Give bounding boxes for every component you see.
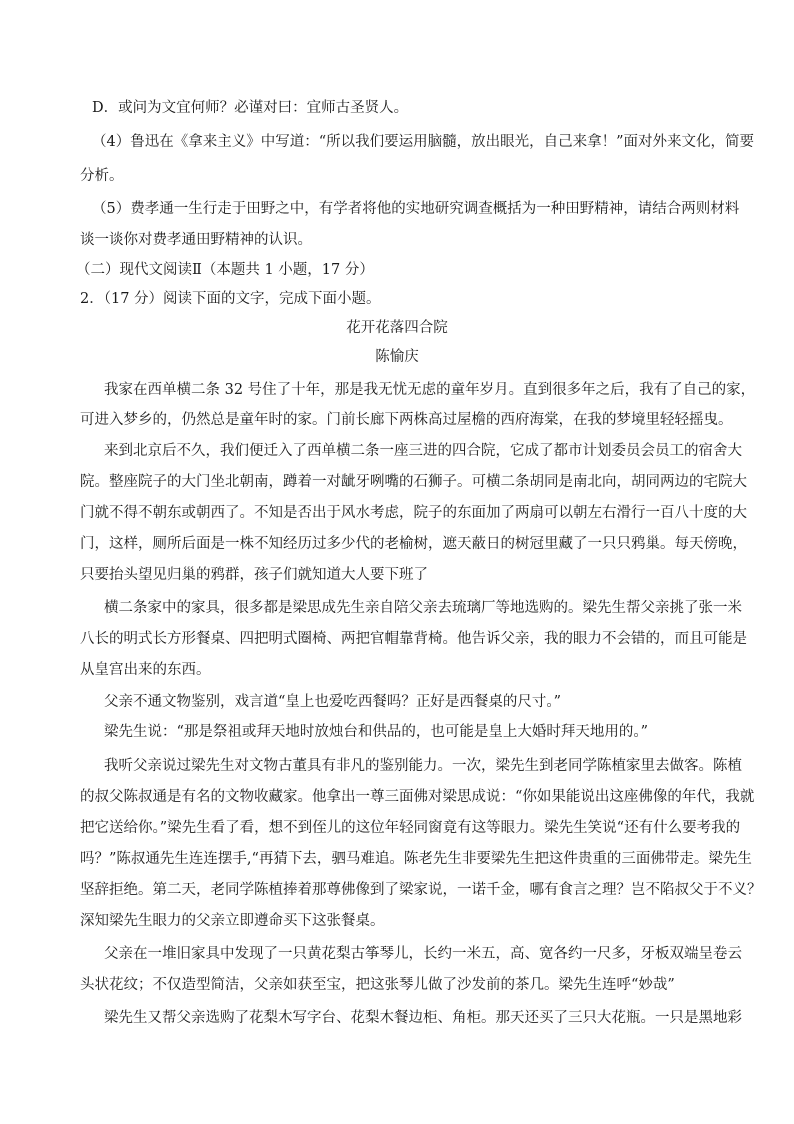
paragraph-3-line-2: 八长的明式长方形餐桌、四把明式圈椅、两把官帽靠背椅。他告诉父亲，我的眼力不会错的，而且可能是 <box>80 631 747 647</box>
paragraph-7-line-2: 头状花纹；不仅造型简洁，父亲如获至宝，把这张琴儿做了沙发前的茶几。梁先生连呼“妙哉” <box>80 977 675 993</box>
paragraph-6-line-1: 我听父亲说过梁先生对文物古董具有非凡的鉴别能力。一次，梁先生到老同学陈植家里去做客。陈植 <box>104 758 742 774</box>
paragraph-6-line-5: 坚辞拒绝。第二天，老同学陈植捧着那尊佛像到了梁家说，一诺千金，哪有食言之理？岂不陷叔父于不义？ <box>80 882 762 898</box>
paragraph-6-line-6: 深知梁先生眼力的父亲立即遵命买下这张餐桌。 <box>80 913 385 929</box>
paragraph-2-line-2: 院。整座院子的大门坐北朝南，蹲着一对龇牙咧嘴的石狮子。可横二条胡同是南北向，胡同两边的宅院大 <box>80 474 747 490</box>
question-2-prompt: 2．（17 分）阅读下面的文字，完成下面小题。 <box>80 291 381 307</box>
paragraph-2-line-1: 来到北京后不久，我们便迁入了西单横二条一座三进的四合院，它成了都市计划委员会员工的宿舍大 <box>104 443 742 459</box>
paragraph-3-line-3: 从皇宫出来的东西。 <box>80 662 211 678</box>
q5-line-1: （5）费孝通一生行走于田野之中，有学者将他的实地研究调查概括为一种田野精神，请结合两则材料 <box>92 201 740 217</box>
q5-line-2: 谈一谈你对费孝通田野精神的认识。 <box>80 232 312 248</box>
paragraph-6-line-2: 的叔父陈叔通是有名的文物收藏家。他拿出一尊三面佛对梁思成说：“你如果能说出这座佛像的年代，我就 <box>80 789 755 805</box>
paragraph-3-line-1: 横二条家中的家具，很多都是梁思成先生亲自陪父亲去琉璃厂等地选购的。梁先生帮父亲挑了张一米 <box>104 600 742 616</box>
article-author: 陈愉庆 <box>375 349 419 365</box>
section-header: （二）现代文阅读Ⅱ（本题共 1 小题，17 分） <box>76 262 374 278</box>
paragraph-5-line-1: 梁先生说：“那是祭祖或拜天地时放烛台和供品的，也可能是皇上大婚时拜天地用的。” <box>104 724 649 740</box>
article-title: 花开花落四合院 <box>346 320 448 336</box>
q4-line-2: 分析。 <box>80 168 124 184</box>
paragraph-8-line-1: 梁先生又帮父亲选购了花梨木写字台、花梨木餐边柜、角柜。那天还买了三只大花瓶。一只是黑地彩 <box>104 1010 742 1026</box>
paragraph-6-line-4: 吗？”陈叔通先生连连摆手,“再猜下去，驷马难追。陈老先生非要梁先生把这件贵重的三面佛带走。梁先生 <box>80 851 752 867</box>
paragraph-1-line-2: 可进入梦乡的，仍然总是童年时的家。门前长廊下两株高过屋檐的西府海棠，在我的梦境里轻轻摇曳。 <box>80 412 733 428</box>
paragraph-6-line-3: 把它送给你。”梁先生看了看，想不到侄儿的这位年轻同窗竟有这等眼力。梁先生笑说“还有什么要考我的 <box>80 820 741 836</box>
option-d: D．或问为文宜何师？必谨对曰：宜师古圣贤人。 <box>92 100 409 116</box>
paragraph-7-line-1: 父亲在一堆旧家具中发现了一只黄花梨古筝琴儿，长约一米五，高、宽各约一尺多，牙板双端呈卷云 <box>104 946 742 962</box>
paragraph-4-line-1: 父亲不通文物鉴别，戏言道“皇上也爱吃西餐吗？正好是西餐桌的尺寸。” <box>104 694 562 710</box>
paragraph-2-line-5: 只要抬头望见归巢的鸦群，孩子们就知道大人要下班了 <box>80 567 428 583</box>
paragraph-2-line-3: 门就不得不朝东或朝西了。不知是否出于风水考虑，院子的东面加了两扇可以朝左右滑行一百八十度的大 <box>80 505 747 521</box>
paragraph-2-line-4: 门，这样，厕所后面是一株不知经历过多少代的老榆树，遮天蔽日的树冠里藏了一只只鸦巢。每天傍晚， <box>80 536 747 552</box>
q4-line-1: （4）鲁迅在《拿来主义》中写道：“所以我们要运用脑髓，放出眼光，自己来拿！”面对外来文化，简要 <box>92 134 755 150</box>
paragraph-1-line-1: 我家在西单横二条 32 号住了十年，那是我无忧无虑的童年岁月。直到很多年之后，我有了自己的家， <box>104 382 756 398</box>
